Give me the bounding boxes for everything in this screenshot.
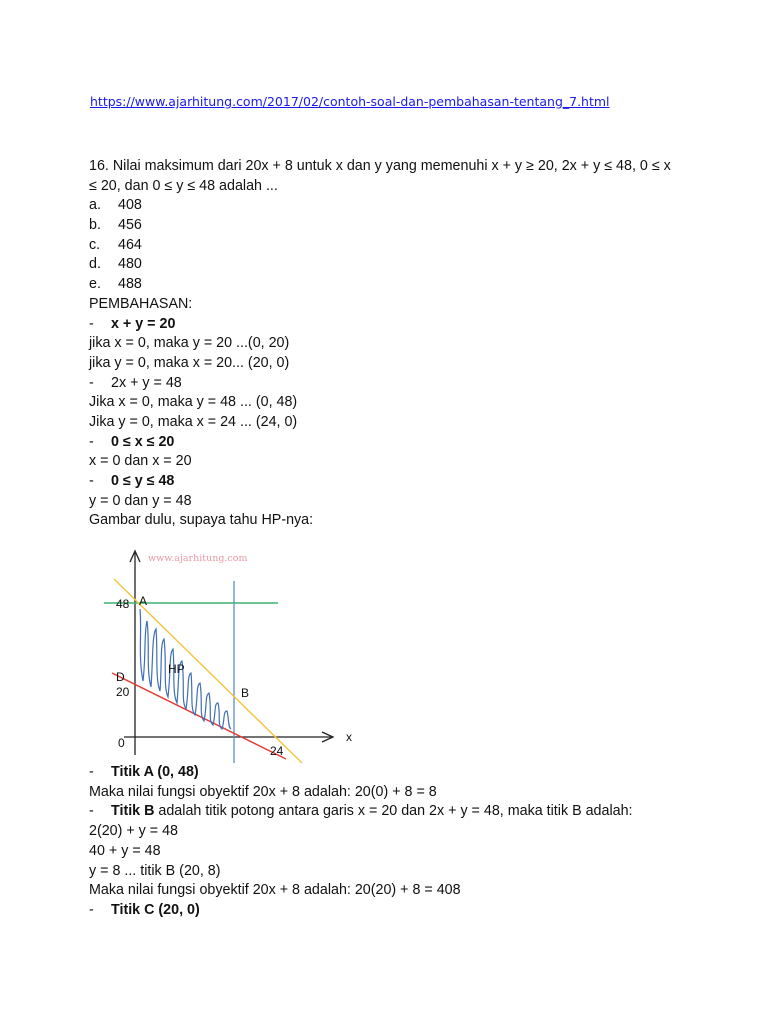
point-b-value: Maka nilai fungsi obyektif 20x + 8 adalah: 20(20) + 8 = 408 [89,882,461,899]
eq2-line-a: Jika x = 0, maka y = 48 ... (0, 48) [89,394,298,411]
source-link[interactable]: https://www.ajarhitung.com/2017/02/contoh-soal-dan-pembahasan-tentang_7.html [90,94,610,109]
point-b-step-2: 40 + y = 48 [89,842,161,859]
label-x-axis: x [346,730,352,745]
label-x24: 24 [270,744,284,759]
point-a-value: Maka nilai fungsi obyektif 20x + 8 adalah: 20(0) + 8 = 8 [89,783,437,800]
label-D: D [116,670,125,685]
label-A: A [139,594,148,609]
bullet-point-a: - Titik A (0, 48) [89,764,199,781]
bullet-c2: - 0 ≤ y ≤ 48 [89,473,175,489]
point-b-step-1: 2(20) + y = 48 [89,823,179,840]
bullet-point-b: - Titik B adalah titik potong antara garis x = 20 dan 2x + y = 48, maka titik B adalah: [89,803,633,820]
bullet-point-c: - Titik C (20, 0) [89,901,200,918]
label-HP: HP [168,662,185,677]
bullet-c1: - 0 ≤ x ≤ 20 [89,433,175,450]
feasible-region-figure [89,531,689,763]
option-e: e. 488 [89,276,142,293]
solution-content [89,157,689,921]
label-origin: 0 [118,736,125,751]
eq1-line-b: jika y = 0, maka x = 20... (20, 0) [89,354,290,371]
question-line-2: ≤ 20, dan 0 ≤ y ≤ 48 adalah ... [89,177,278,194]
option-b: b. 456 [89,217,142,234]
option-d: d. 480 [89,256,142,273]
label-y20: 20 [116,685,130,700]
discussion-heading: PEMBAHASAN: [89,295,193,312]
watermark: www.ajarhitung.com [148,553,248,565]
c1-line: x = 0 dan x = 20 [89,453,192,470]
eq2-line-b: Jika y = 0, maka x = 24 ... (24, 0) [89,413,298,430]
bullet-eq2: - 2x + y = 48 [89,374,182,391]
option-a: a. 408 [89,197,142,214]
question-line-1: 16. Nilai maksimum dari 20x + 8 untuk x dan y yang memenuhi x + y ≥ 20, 2x + y ≤ 48, 0 ≤ x [89,158,671,174]
feasible-region-hatch [140,609,231,729]
line-x-plus-y-20 [112,673,286,759]
bullet-eq1: - x + y = 20 [89,315,176,332]
option-c: c. 464 [89,236,142,253]
label-y48: 48 [116,597,130,612]
eq1-line-a: jika x = 0, maka y = 20 ...(0, 20) [89,335,290,352]
draw-instruction: Gambar dulu, supaya tahu HP-nya: [89,512,314,529]
c2-line: y = 0 dan y = 48 [89,492,192,509]
point-b-step-3: y = 8 ... titik B (20, 8) [89,862,221,879]
graph-svg [100,531,360,763]
label-B: B [241,686,250,701]
